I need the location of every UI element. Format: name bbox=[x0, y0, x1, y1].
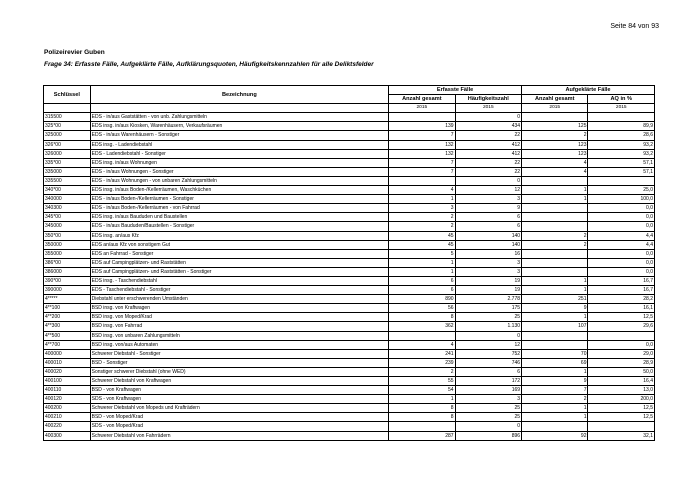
row-key: 4**200 bbox=[44, 313, 91, 322]
row-solved-count bbox=[522, 340, 588, 349]
row-solved-count: 2 bbox=[522, 131, 588, 140]
row-key: 4**700 bbox=[44, 340, 91, 349]
row-solved-count bbox=[522, 204, 588, 213]
table-row bbox=[44, 331, 655, 340]
col-key-header: Schlüssel bbox=[44, 86, 91, 104]
row-clearance-rate: 200,0 bbox=[588, 395, 655, 404]
row-key: 400020 bbox=[44, 367, 91, 376]
row-description: EDS - in/aus Boden-/Kellerräumen - von Fahrrad bbox=[90, 204, 388, 213]
row-frequency: 9 bbox=[455, 204, 521, 213]
row-key: 386*00 bbox=[44, 258, 91, 267]
row-description: SDS - von Moped/Krad bbox=[90, 422, 388, 431]
year-cell: 2015 bbox=[455, 104, 521, 113]
row-solved-count: 123 bbox=[522, 140, 588, 149]
row-key: 350000 bbox=[44, 240, 91, 249]
row-count: 1 bbox=[389, 195, 455, 204]
row-description: EDS insg. - Ladendiebstahl bbox=[90, 140, 388, 149]
row-description: BSD - von Moped/Krad bbox=[90, 413, 388, 422]
row-frequency: 1.130 bbox=[455, 322, 521, 331]
row-clearance-rate bbox=[588, 331, 655, 340]
row-description: EDS - Ladendiebstahl - Sonstiger bbox=[90, 149, 388, 158]
table-row bbox=[44, 113, 655, 122]
row-frequency: 175 bbox=[455, 304, 521, 313]
row-description: EDS insg. an/aus Kfz bbox=[90, 231, 388, 240]
row-clearance-rate: 16,7 bbox=[588, 286, 655, 295]
row-key: 315500 bbox=[44, 113, 91, 122]
row-count: 56 bbox=[389, 304, 455, 313]
row-frequency: 0 bbox=[455, 422, 521, 431]
row-count: 7 bbox=[389, 131, 455, 140]
row-description: Schwerer Diebstahl von Fahrrädern bbox=[90, 431, 388, 440]
row-clearance-rate: 16,4 bbox=[588, 377, 655, 386]
row-description: EDS - in/aus Warenhäusern - Sonstiger bbox=[90, 131, 388, 140]
row-key: 335*00 bbox=[44, 158, 91, 167]
row-solved-count: 4 bbox=[522, 158, 588, 167]
row-solved-count: 70 bbox=[522, 349, 588, 358]
row-key: 326*00 bbox=[44, 140, 91, 149]
row-description: SDS - von Kraftwagen bbox=[90, 395, 388, 404]
row-frequency: 752 bbox=[455, 349, 521, 358]
row-description: Schwerer Diebstahl von Mopeds und Krafträdern bbox=[90, 404, 388, 413]
row-clearance-rate: 28,2 bbox=[588, 295, 655, 304]
row-solved-count: 125 bbox=[522, 122, 588, 131]
row-count: 4 bbox=[389, 340, 455, 349]
table-row bbox=[44, 222, 655, 231]
row-frequency: 22 bbox=[455, 131, 521, 140]
row-count: 45 bbox=[389, 240, 455, 249]
table-row bbox=[44, 213, 655, 222]
row-solved-count bbox=[522, 222, 588, 231]
col-count-header: Anzahl gesamt bbox=[389, 95, 455, 104]
row-description: EDS insg. in/aus Boden-/Kellerräumen, Waschküchen bbox=[90, 186, 388, 195]
row-description: EDS - in/aus Boden-/Kellerräumen - Sonstiger bbox=[90, 195, 388, 204]
row-key: 335500 bbox=[44, 176, 91, 185]
table-row bbox=[44, 367, 655, 376]
row-frequency: 169 bbox=[455, 386, 521, 395]
row-frequency: 412 bbox=[455, 149, 521, 158]
col-solved-count-header: Anzahl gesamt bbox=[522, 95, 588, 104]
row-solved-count: 9 bbox=[522, 377, 588, 386]
table-row bbox=[44, 186, 655, 195]
row-solved-count: 1 bbox=[522, 195, 588, 204]
row-description: EDS an/aus Kfz von sonstigem Gut bbox=[90, 240, 388, 249]
row-frequency: 22 bbox=[455, 167, 521, 176]
row-key: 345000 bbox=[44, 222, 91, 231]
header-group-row bbox=[44, 86, 655, 95]
row-clearance-rate: 50,0 bbox=[588, 367, 655, 376]
row-frequency: 3 bbox=[455, 395, 521, 404]
row-solved-count: 7 bbox=[522, 386, 588, 395]
row-key: 350*00 bbox=[44, 231, 91, 240]
row-frequency: 140 bbox=[455, 231, 521, 240]
row-frequency: 25 bbox=[455, 313, 521, 322]
group-recorded-header: Erfasste Fälle bbox=[389, 86, 522, 95]
table-row bbox=[44, 404, 655, 413]
row-count: 287 bbox=[389, 431, 455, 440]
row-key: 4***** bbox=[44, 295, 91, 304]
row-key: 390*00 bbox=[44, 276, 91, 285]
row-frequency: 19 bbox=[455, 286, 521, 295]
row-description: EDS insg. in/aus Baududen und Baustellen bbox=[90, 213, 388, 222]
row-frequency: 172 bbox=[455, 377, 521, 386]
row-key: 345*00 bbox=[44, 213, 91, 222]
row-solved-count: 2 bbox=[522, 395, 588, 404]
table-row bbox=[44, 377, 655, 386]
row-frequency: 746 bbox=[455, 358, 521, 367]
table-row bbox=[44, 231, 655, 240]
row-description: BSD - von Kraftwagen bbox=[90, 386, 388, 395]
row-clearance-rate: 100,0 bbox=[588, 195, 655, 204]
row-description: EDS an Fahrrad - Sonstiger bbox=[90, 249, 388, 258]
row-count: 6 bbox=[389, 276, 455, 285]
row-frequency: 25 bbox=[455, 404, 521, 413]
row-clearance-rate: 12,5 bbox=[588, 413, 655, 422]
row-clearance-rate: 12,5 bbox=[588, 313, 655, 322]
row-clearance-rate: 4,4 bbox=[588, 231, 655, 240]
row-clearance-rate: 32,1 bbox=[588, 431, 655, 440]
row-description: EDS - in/aus Gaststätten - von unb. Zahlungsmitteln bbox=[90, 113, 388, 122]
table-row bbox=[44, 422, 655, 431]
row-key: 340000 bbox=[44, 195, 91, 204]
row-count: 241 bbox=[389, 349, 455, 358]
row-count: 1 bbox=[389, 395, 455, 404]
table-row bbox=[44, 131, 655, 140]
year-cell-empty bbox=[44, 104, 91, 113]
row-count: 55 bbox=[389, 377, 455, 386]
row-count: 1 bbox=[389, 267, 455, 276]
table-row bbox=[44, 386, 655, 395]
row-count: 239 bbox=[389, 358, 455, 367]
row-key: 400200 bbox=[44, 404, 91, 413]
group-solved-header: Aufgeklärte Fälle bbox=[522, 86, 655, 95]
row-frequency: 6 bbox=[455, 367, 521, 376]
row-key: 400000 bbox=[44, 349, 91, 358]
row-frequency: 12 bbox=[455, 186, 521, 195]
row-solved-count: 107 bbox=[522, 322, 588, 331]
row-description: BSD insg. von/aus Automaten bbox=[90, 340, 388, 349]
row-frequency: 12 bbox=[455, 340, 521, 349]
row-solved-count: 9 bbox=[522, 304, 588, 313]
col-freq-header: Häufigkeitszahl bbox=[455, 95, 521, 104]
year-row bbox=[44, 104, 655, 113]
row-count: 7 bbox=[389, 167, 455, 176]
row-clearance-rate: 0,0 bbox=[588, 249, 655, 258]
row-key: 340*00 bbox=[44, 186, 91, 195]
row-frequency: 0 bbox=[455, 331, 521, 340]
row-count: 1 bbox=[389, 258, 455, 267]
row-count: 7 bbox=[389, 158, 455, 167]
table-row bbox=[44, 340, 655, 349]
row-key: 335000 bbox=[44, 167, 91, 176]
table-row bbox=[44, 322, 655, 331]
row-solved-count: 1 bbox=[522, 413, 588, 422]
row-frequency: 434 bbox=[455, 122, 521, 131]
row-solved-count bbox=[522, 267, 588, 276]
table-row bbox=[44, 158, 655, 167]
row-clearance-rate: 93,2 bbox=[588, 149, 655, 158]
row-clearance-rate: 0,0 bbox=[588, 213, 655, 222]
table-row bbox=[44, 122, 655, 131]
row-count bbox=[389, 331, 455, 340]
row-clearance-rate: 25,0 bbox=[588, 186, 655, 195]
row-frequency: 6 bbox=[455, 213, 521, 222]
row-description: EDS auf Campingplätzen- und Raststätten - Sonstiger bbox=[90, 267, 388, 276]
row-solved-count: 2 bbox=[522, 240, 588, 249]
row-frequency: 16 bbox=[455, 249, 521, 258]
table-row bbox=[44, 304, 655, 313]
year-cell: 2015 bbox=[389, 104, 455, 113]
row-solved-count: 1 bbox=[522, 404, 588, 413]
row-key: 400100 bbox=[44, 377, 91, 386]
col-desc-header: Bezeichnung bbox=[90, 86, 388, 104]
row-clearance-rate: 16,7 bbox=[588, 276, 655, 285]
table-row bbox=[44, 276, 655, 285]
row-solved-count: 2 bbox=[522, 231, 588, 240]
row-frequency: 3 bbox=[455, 267, 521, 276]
row-clearance-rate: 93,2 bbox=[588, 140, 655, 149]
row-description: EDS - in/aus Wohnungen - von unbaren Zahlungsmitteln bbox=[90, 176, 388, 185]
row-solved-count: 1 bbox=[522, 367, 588, 376]
row-description: Diebstahl unter erschwerenden Umständen bbox=[90, 295, 388, 304]
table-row bbox=[44, 195, 655, 204]
row-count bbox=[389, 176, 455, 185]
row-key: 390000 bbox=[44, 286, 91, 295]
row-solved-count: 92 bbox=[522, 431, 588, 440]
row-frequency: 25 bbox=[455, 413, 521, 422]
row-frequency: 412 bbox=[455, 140, 521, 149]
row-clearance-rate: 89,9 bbox=[588, 122, 655, 131]
table-row bbox=[44, 313, 655, 322]
row-solved-count: 69 bbox=[522, 358, 588, 367]
row-clearance-rate: 13,0 bbox=[588, 386, 655, 395]
row-solved-count bbox=[522, 249, 588, 258]
row-key: 400220 bbox=[44, 422, 91, 431]
table-row bbox=[44, 176, 655, 185]
row-clearance-rate: 57,1 bbox=[588, 158, 655, 167]
year-cell: 2015 bbox=[522, 104, 588, 113]
row-count bbox=[389, 113, 455, 122]
table-row bbox=[44, 358, 655, 367]
row-count: 2 bbox=[389, 222, 455, 231]
row-frequency: 3 bbox=[455, 258, 521, 267]
year-cell: 2015 bbox=[588, 104, 655, 113]
row-solved-count bbox=[522, 422, 588, 431]
table-row bbox=[44, 286, 655, 295]
row-frequency: 3 bbox=[455, 195, 521, 204]
row-count: 890 bbox=[389, 295, 455, 304]
col-rate-header: AQ in % bbox=[588, 95, 655, 104]
table-row bbox=[44, 267, 655, 276]
row-description: Schwerer Diebstahl von Kraftwagen bbox=[90, 377, 388, 386]
row-clearance-rate: 0,0 bbox=[588, 267, 655, 276]
row-key: 386000 bbox=[44, 267, 91, 276]
row-frequency: 19 bbox=[455, 276, 521, 285]
table-row bbox=[44, 140, 655, 149]
row-count: 8 bbox=[389, 413, 455, 422]
row-clearance-rate: 12,5 bbox=[588, 404, 655, 413]
row-description: EDS - in/aus Wohnungen - Sonstiger bbox=[90, 167, 388, 176]
row-clearance-rate: 28,6 bbox=[588, 131, 655, 140]
row-frequency: 0 bbox=[455, 176, 521, 185]
row-description: BSD - Sonstiger bbox=[90, 358, 388, 367]
row-solved-count bbox=[522, 176, 588, 185]
row-frequency: 6 bbox=[455, 222, 521, 231]
row-description: EDS - in/aus Baududen/Baustellen - Sonstiger bbox=[90, 222, 388, 231]
table-row bbox=[44, 413, 655, 422]
page-number: Seite 84 von 93 bbox=[610, 23, 659, 30]
row-key: 325000 bbox=[44, 131, 91, 140]
row-count: 132 bbox=[389, 149, 455, 158]
row-count bbox=[389, 422, 455, 431]
row-key: 400010 bbox=[44, 358, 91, 367]
table-row bbox=[44, 249, 655, 258]
row-key: 400210 bbox=[44, 413, 91, 422]
year-cell-empty bbox=[90, 104, 388, 113]
row-count: 54 bbox=[389, 386, 455, 395]
table-row bbox=[44, 258, 655, 267]
row-clearance-rate bbox=[588, 176, 655, 185]
row-key: 325*00 bbox=[44, 122, 91, 131]
row-description: BSD insg. von unbaren Zahlungsmitteln bbox=[90, 331, 388, 340]
row-description: EDS - Taschendiebstahl - Sonstiger bbox=[90, 286, 388, 295]
row-solved-count: 1 bbox=[522, 276, 588, 285]
row-clearance-rate: 0,0 bbox=[588, 222, 655, 231]
row-frequency: 22 bbox=[455, 158, 521, 167]
row-description: EDS insg. - Taschendiebstahl bbox=[90, 276, 388, 285]
row-key: 326000 bbox=[44, 149, 91, 158]
row-clearance-rate: 28,9 bbox=[588, 358, 655, 367]
row-key: 4**100 bbox=[44, 304, 91, 313]
table-row bbox=[44, 149, 655, 158]
row-key: 340300 bbox=[44, 204, 91, 213]
row-key: 4**300 bbox=[44, 322, 91, 331]
row-description: Schwerer Diebstahl - Sonstiger bbox=[90, 349, 388, 358]
row-count: 6 bbox=[389, 286, 455, 295]
row-solved-count bbox=[522, 258, 588, 267]
row-clearance-rate: 0,0 bbox=[588, 258, 655, 267]
table-row bbox=[44, 240, 655, 249]
statistics-table bbox=[43, 85, 655, 441]
row-clearance-rate: 16,1 bbox=[588, 304, 655, 313]
row-clearance-rate bbox=[588, 113, 655, 122]
table-row bbox=[44, 167, 655, 176]
row-key: 400300 bbox=[44, 431, 91, 440]
table-row bbox=[44, 204, 655, 213]
row-count: 45 bbox=[389, 231, 455, 240]
row-count: 132 bbox=[389, 140, 455, 149]
row-solved-count bbox=[522, 213, 588, 222]
row-solved-count bbox=[522, 113, 588, 122]
row-description: BSD insg. von Kraftwagen bbox=[90, 304, 388, 313]
table-row bbox=[44, 349, 655, 358]
row-clearance-rate: 57,1 bbox=[588, 167, 655, 176]
row-description: BSD insg. von Fahrrad bbox=[90, 322, 388, 331]
row-description: EDS insg. in/aus Kiosken, Warenhäusern, Verkaufsräumen bbox=[90, 122, 388, 131]
row-count: 8 bbox=[389, 404, 455, 413]
table-row bbox=[44, 295, 655, 304]
row-clearance-rate: 29,6 bbox=[588, 322, 655, 331]
row-key: 400120 bbox=[44, 395, 91, 404]
row-frequency: 2.778 bbox=[455, 295, 521, 304]
row-solved-count: 123 bbox=[522, 149, 588, 158]
row-frequency: 0 bbox=[455, 113, 521, 122]
row-description: EDS auf Campingplätzen- und Raststätten bbox=[90, 258, 388, 267]
row-description: Sonstiger schwerer Diebstahl (ohne WED) bbox=[90, 367, 388, 376]
page-subtitle: Frage 34: Erfasste Fälle, Aufgeklärte Fälle, Aufklärungsquoten, Häufigkeitskennzahlen für alle Deliktsfelder bbox=[44, 61, 374, 68]
row-description: EDS insg. in/aus Wohnungen bbox=[90, 158, 388, 167]
row-clearance-rate: 0,0 bbox=[588, 204, 655, 213]
row-count: 5 bbox=[389, 249, 455, 258]
table-row bbox=[44, 431, 655, 440]
row-count: 139 bbox=[389, 122, 455, 131]
row-solved-count: 1 bbox=[522, 286, 588, 295]
department-title: Polizeirevier Guben bbox=[44, 49, 105, 56]
row-count: 4 bbox=[389, 186, 455, 195]
row-count: 2 bbox=[389, 367, 455, 376]
row-solved-count: 4 bbox=[522, 167, 588, 176]
row-count: 2 bbox=[389, 213, 455, 222]
row-key: 355000 bbox=[44, 249, 91, 258]
table-body bbox=[44, 113, 655, 440]
row-frequency: 896 bbox=[455, 431, 521, 440]
row-solved-count: 1 bbox=[522, 186, 588, 195]
row-clearance-rate: 4,4 bbox=[588, 240, 655, 249]
row-count: 8 bbox=[389, 313, 455, 322]
row-key: 4**500 bbox=[44, 331, 91, 340]
row-solved-count: 251 bbox=[522, 295, 588, 304]
table-row bbox=[44, 395, 655, 404]
row-count: 362 bbox=[389, 322, 455, 331]
row-clearance-rate: 29,0 bbox=[588, 349, 655, 358]
row-description: BSD insg. von Moped/Krad bbox=[90, 313, 388, 322]
row-solved-count bbox=[522, 331, 588, 340]
row-solved-count: 1 bbox=[522, 313, 588, 322]
row-clearance-rate bbox=[588, 422, 655, 431]
row-clearance-rate: 0,0 bbox=[588, 340, 655, 349]
row-frequency: 140 bbox=[455, 240, 521, 249]
row-count: 3 bbox=[389, 204, 455, 213]
row-key: 400110 bbox=[44, 386, 91, 395]
